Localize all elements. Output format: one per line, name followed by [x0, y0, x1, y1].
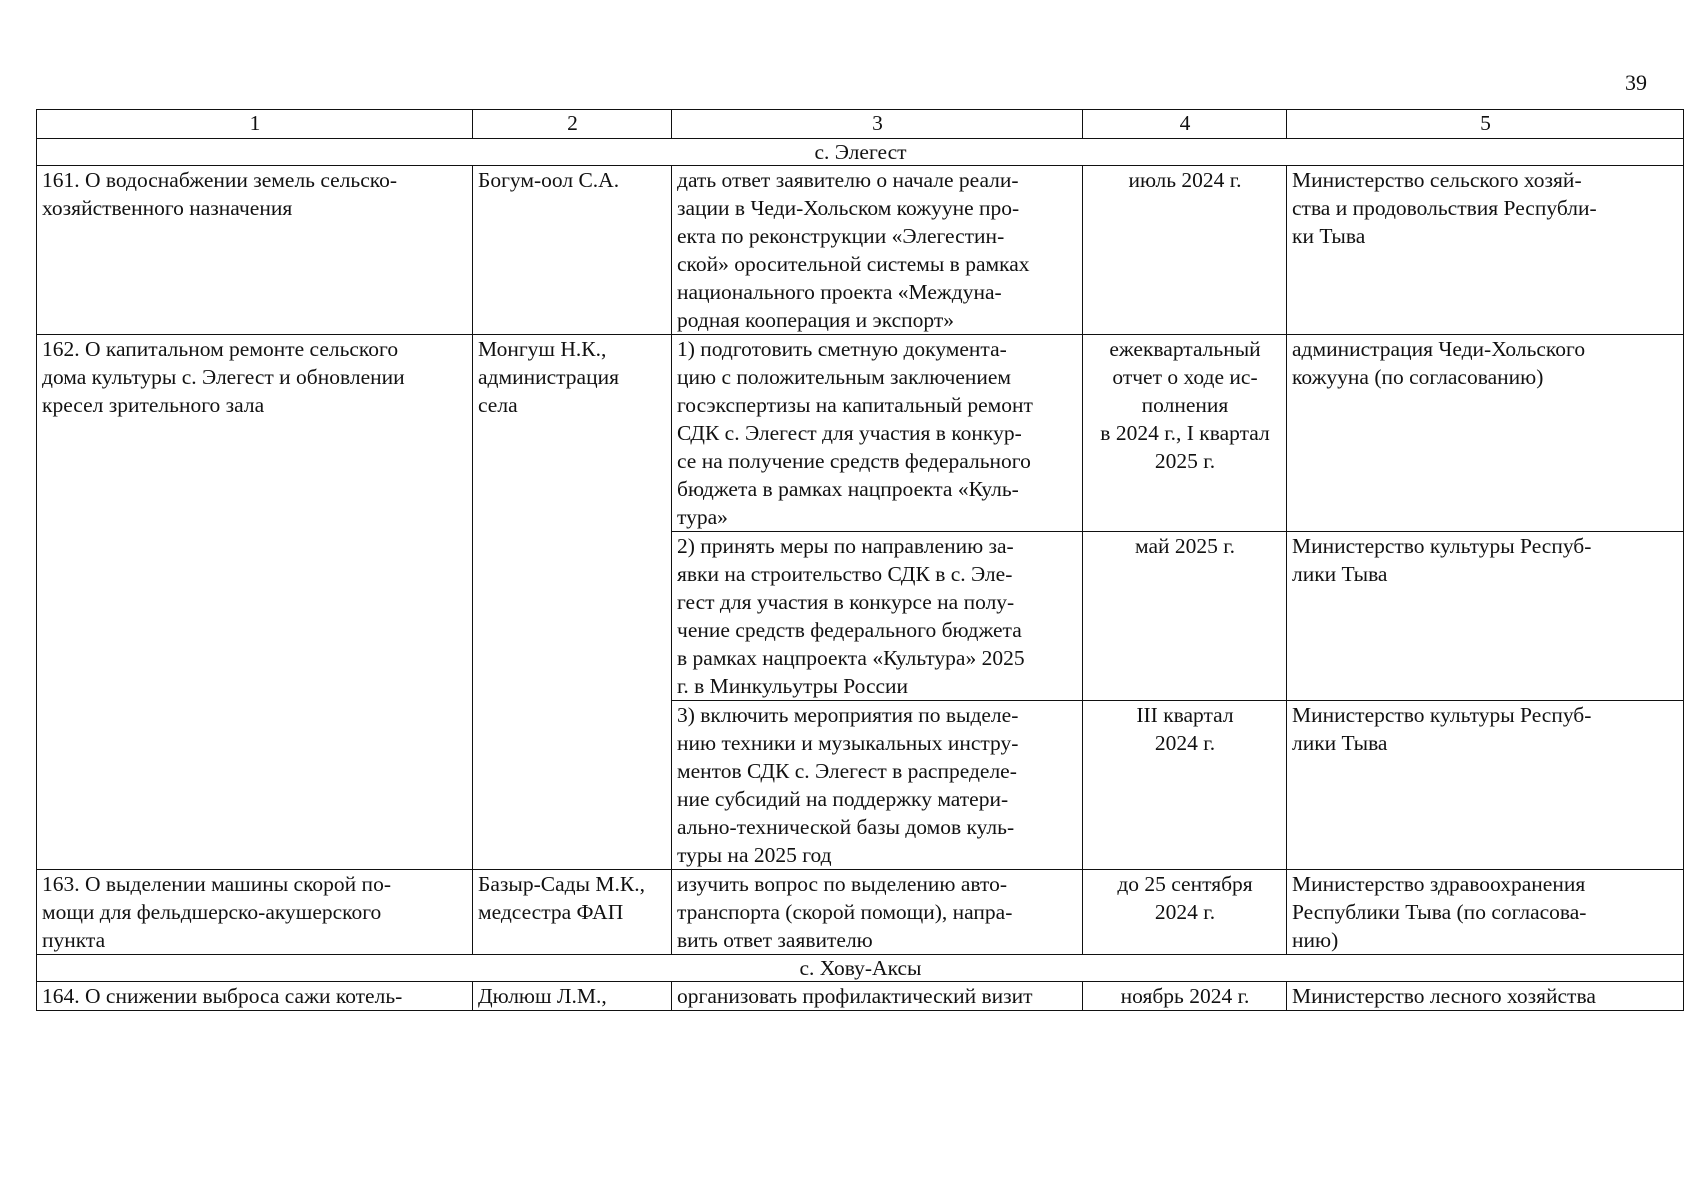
action-cell: изучить вопрос по выделению авто- транспорта (скорой помощи), напра- вить ответ заявителю [672, 870, 1083, 955]
table-row [37, 982, 1684, 1011]
decisions-table [36, 109, 1684, 1011]
column-header: 1 [37, 110, 473, 139]
page-number: 39 [1625, 70, 1647, 95]
deadline-cell: до 25 сентября 2024 г. [1083, 870, 1287, 955]
responsible-cell: администрация Чеди-Хольского кожууна (по согласованию) [1287, 335, 1684, 532]
section-row [37, 139, 1684, 166]
column-header: 5 [1287, 110, 1684, 139]
applicant-cell: Дюлюш Л.М., [473, 982, 672, 1011]
applicant-cell: Монгуш Н.К., администрация села [473, 335, 672, 870]
responsible-cell: Министерство культуры Респуб- лики Тыва [1287, 701, 1684, 870]
column-header: 4 [1083, 110, 1287, 139]
section-title: с. Хову-Аксы [37, 955, 1684, 982]
topic-cell: 164. О снижении выброса сажи котель- [37, 982, 473, 1011]
deadline-cell: ноябрь 2024 г. [1083, 982, 1287, 1011]
column-header: 2 [473, 110, 672, 139]
topic-cell: 161. О водоснабжении земель сельско- хозяйственного назначения [37, 166, 473, 335]
responsible-cell: Министерство здравоохранения Республики Тыва (по согласова- нию) [1287, 870, 1684, 955]
table-row [37, 335, 1684, 532]
applicant-cell: Богум-оол С.А. [473, 166, 672, 335]
responsible-cell: Министерство лесного хозяйства [1287, 982, 1684, 1011]
responsible-cell: Министерство культуры Респуб- лики Тыва [1287, 532, 1684, 701]
topic-cell: 163. О выделении машины скорой по- мощи для фельдшерско-акушерского пункта [37, 870, 473, 955]
deadline-cell: июль 2024 г. [1083, 166, 1287, 335]
action-cell: 3) включить мероприятия по выделе- нию техники и музыкальных инстру- ментов СДК с. Элегест в распределе- ние субсидий на поддержку матери- ально-технической базы домов куль- туры на 2025 год [672, 701, 1083, 870]
action-cell: 2) принять меры по направлению за- явки на строительство СДК в с. Эле- гест для участия в конкурсе на полу- чение средств федерального бюджета в рамках нацпроекта «Культура» 2025 г. в Минкульутры России [672, 532, 1083, 701]
column-header-row [37, 110, 1684, 139]
section-row [37, 955, 1684, 982]
column-header: 3 [672, 110, 1083, 139]
table-row [37, 870, 1684, 955]
deadline-cell: май 2025 г. [1083, 532, 1287, 701]
deadline-cell: III квартал 2024 г. [1083, 701, 1287, 870]
responsible-cell: Министерство сельского хозяй- ства и продовольствия Республи- ки Тыва [1287, 166, 1684, 335]
action-cell: дать ответ заявителю о начале реали- зации в Чеди-Хольском кожууне про- екта по реконструкции «Элегестин- ской» оросительной системы в рамках национального проекта «Междуна- родная кооперация и экспорт» [672, 166, 1083, 335]
action-cell: 1) подготовить сметную документа- цию с положительным заключением госэкспертизы на капитальный ремонт СДК с. Элегест для участия в конкур- се на получение средств федерального бюджета в рамках нацпроекта «Куль- тура» [672, 335, 1083, 532]
deadline-cell: ежеквартальный отчет о ходе ис- полнения в 2024 г., I квартал 2025 г. [1083, 335, 1287, 532]
table-row [37, 166, 1684, 335]
section-title: с. Элегест [37, 139, 1684, 166]
topic-cell: 162. О капитальном ремонте сельского дома культуры с. Элегест и обновлении кресел зрительного зала [37, 335, 473, 870]
applicant-cell: Базыр-Сады М.К., медсестра ФАП [473, 870, 672, 955]
action-cell: организовать профилактический визит [672, 982, 1083, 1011]
